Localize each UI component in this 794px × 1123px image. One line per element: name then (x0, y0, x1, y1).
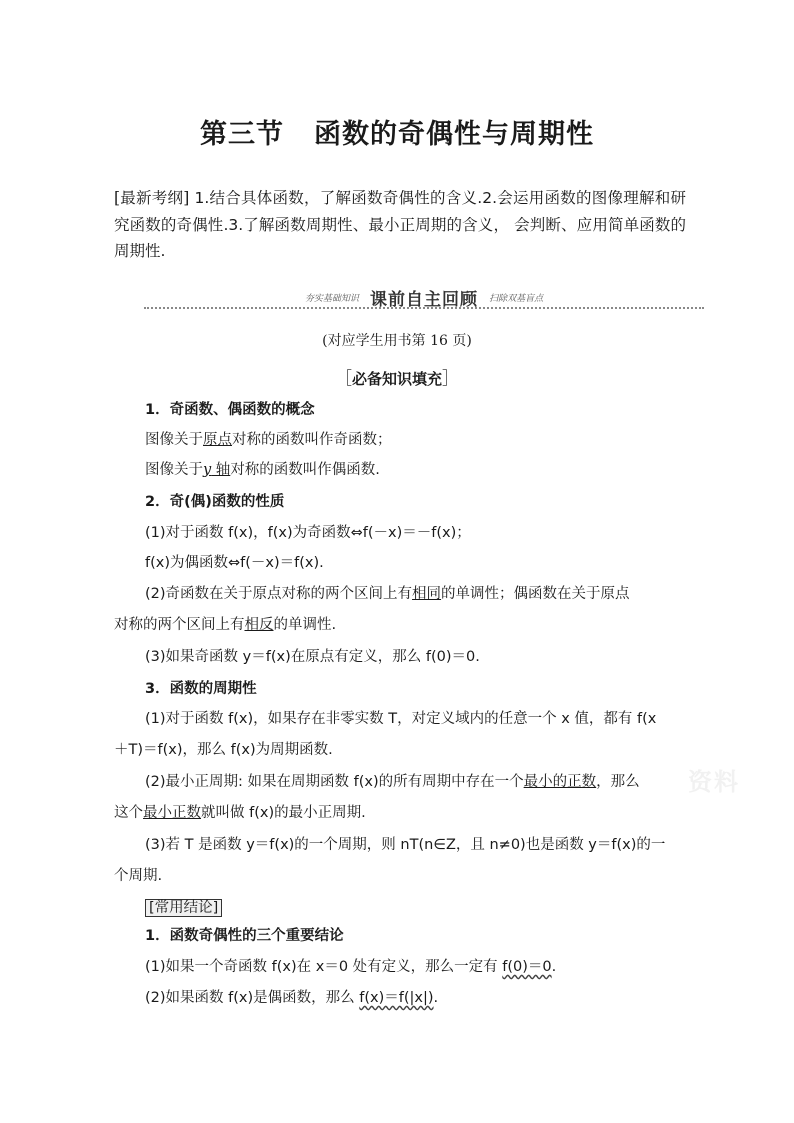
periodicity-1a: (1)对于函数 f(x)，如果存在非零实数 T，对定义域内的任意一个 x 值，都有 f(x (145, 711, 657, 727)
answer-blank: 最小正数 (143, 805, 201, 821)
page-title (0, 112, 794, 151)
answer-blank: 原点 (203, 432, 232, 448)
common-conclusions-tag: [常用结论] (145, 896, 222, 917)
periodicity-2a: (2)最小正周期: 如果在周期函数 f(x)的所有周期中存在一个最小的正数，那么 (145, 774, 640, 790)
section-number: 第三节 (200, 119, 284, 150)
heading-parity-conclusions: 1．函数奇偶性的三个重要结论 (145, 928, 344, 944)
conclusion-2: (2)如果函数 f(x)是偶函数，那么 f(x)＝f(|x|). (145, 990, 439, 1006)
periodicity-3b: 个周期. (114, 868, 163, 884)
answer-wavy: f(x)＝f(|x|) (359, 990, 434, 1006)
banner-left-text: 夯实基础知识 (304, 294, 359, 304)
heading-properties: 2．奇(偶)函数的性质 (145, 494, 285, 510)
even-function-definition: 图像关于y 轴对称的函数叫作偶函数. (145, 462, 380, 478)
property-2b: 对称的两个区间上有相反的单调性. (114, 617, 337, 633)
banner-right-text: 扫除双基盲点 (489, 294, 544, 304)
answer-wavy: f(0)＝0 (502, 959, 552, 975)
watermark: 资料 (688, 768, 740, 796)
periodicity-2b: 这个最小正数就叫做 f(x)的最小正周期. (114, 805, 366, 821)
section-header: ［必备知识填充］ (334, 369, 459, 389)
answer-blank: 相同 (412, 586, 442, 602)
property-3: (3)如果奇函数 y＝f(x)在原点有定义，那么 f(0)＝0. (145, 649, 480, 665)
conclusion-1: (1)如果一个奇函数 f(x)在 x＝0 处有定义，那么一定有 f(0)＝0. (145, 959, 557, 975)
syllabus-paragraph (114, 185, 686, 265)
heading-periodicity: 3．函数的周期性 (145, 681, 257, 697)
banner-title: 课前自主回顾 (370, 290, 478, 310)
section-banner (144, 285, 704, 313)
section-header-text: 必备知识填充 (351, 370, 442, 388)
odd-function-definition: 图像关于原点对称的函数叫作奇函数； (145, 432, 392, 448)
answer-blank: 相反 (244, 617, 274, 633)
syllabus-tag: [最新考纲] (114, 189, 190, 207)
answer-blank: 最小的正数 (523, 774, 597, 790)
reference-note: (对应学生用书第 16 页) (322, 333, 472, 349)
property-1a: (1)对于函数 f(x)，f(x)为奇函数⇔f(－x)＝－f(x)； (145, 525, 471, 541)
heading-odd-even-concept: 1．奇函数、偶函数的概念 (145, 402, 315, 418)
property-1b: f(x)为偶函数⇔f(－x)＝f(x). (145, 555, 324, 571)
periodicity-3a: (3)若 T 是函数 y＝f(x)的一个周期，则 nT(n∈Z，且 n≠0)也是函数 y＝f(x)的一 (145, 837, 666, 853)
section-title: 函数的奇偶性与周期性 (314, 119, 594, 150)
property-2a: (2)奇函数在关于原点对称的两个区间上有相同的单调性；偶函数在关于原点 (145, 586, 630, 602)
answer-blank: y 轴 (203, 462, 231, 478)
syllabus-text: 1.结合具体函数，了解函数奇偶性的含义.2.会运用函数的图像理解和研究函数的奇偶性.3.了解函数周期性、最小正周期的含义， 会判断、应用简单函数的周期性. (114, 189, 686, 260)
periodicity-1b: ＋T)＝f(x)，那么 f(x)为周期函数. (114, 742, 333, 758)
